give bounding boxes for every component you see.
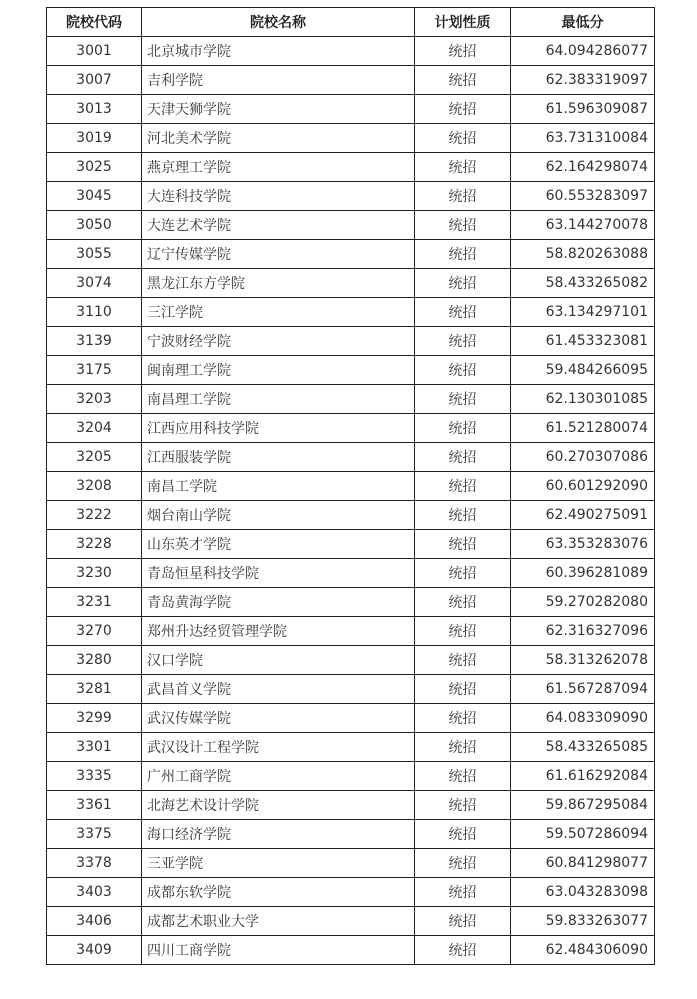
school-name-cell: 海口经济学院 bbox=[142, 820, 415, 849]
table-row bbox=[47, 95, 655, 124]
table-row bbox=[47, 588, 655, 617]
school-code-cell: 3301 bbox=[47, 733, 142, 762]
min-score-cell: 58.313262078 bbox=[511, 646, 655, 675]
table-row bbox=[47, 356, 655, 385]
min-score-cell: 60.553283097 bbox=[511, 182, 655, 211]
school-code-cell: 3050 bbox=[47, 211, 142, 240]
plan-type-cell: 统招 bbox=[415, 443, 511, 472]
plan-type-cell: 统招 bbox=[415, 849, 511, 878]
table-row bbox=[47, 762, 655, 791]
plan-type-cell: 统招 bbox=[415, 762, 511, 791]
min-score-cell: 62.316327096 bbox=[511, 617, 655, 646]
school-name-cell: 郑州升达经贸管理学院 bbox=[142, 617, 415, 646]
min-score-cell: 60.270307086 bbox=[511, 443, 655, 472]
school-name-cell: 山东英才学院 bbox=[142, 530, 415, 559]
plan-type-cell: 统招 bbox=[415, 791, 511, 820]
min-score-cell: 60.396281089 bbox=[511, 559, 655, 588]
school-name-cell: 大连科技学院 bbox=[142, 182, 415, 211]
school-name-cell: 江西服装学院 bbox=[142, 443, 415, 472]
table-row bbox=[47, 646, 655, 675]
table-row bbox=[47, 211, 655, 240]
school-code-cell: 3299 bbox=[47, 704, 142, 733]
plan-type-cell: 统招 bbox=[415, 66, 511, 95]
plan-type-cell: 统招 bbox=[415, 298, 511, 327]
min-score-cell: 61.596309087 bbox=[511, 95, 655, 124]
school-name-cell: 大连艺术学院 bbox=[142, 211, 415, 240]
school-name-cell: 武汉设计工程学院 bbox=[142, 733, 415, 762]
school-code-cell: 3335 bbox=[47, 762, 142, 791]
school-code-cell: 3139 bbox=[47, 327, 142, 356]
school-code-cell: 3222 bbox=[47, 501, 142, 530]
plan-type-cell: 统招 bbox=[415, 327, 511, 356]
plan-type-cell: 统招 bbox=[415, 733, 511, 762]
table-row bbox=[47, 733, 655, 762]
school-name-cell: 青岛黄海学院 bbox=[142, 588, 415, 617]
min-score-cell: 63.134297101 bbox=[511, 298, 655, 327]
min-score-cell: 62.383319097 bbox=[511, 66, 655, 95]
school-code-cell: 3231 bbox=[47, 588, 142, 617]
table-row bbox=[47, 704, 655, 733]
min-score-cell: 64.094286077 bbox=[511, 37, 655, 66]
plan-type-cell: 统招 bbox=[415, 153, 511, 182]
plan-type-cell: 统招 bbox=[415, 124, 511, 153]
plan-type-cell: 统招 bbox=[415, 240, 511, 269]
school-name-cell: 三江学院 bbox=[142, 298, 415, 327]
plan-type-cell: 统招 bbox=[415, 37, 511, 66]
school-name-cell: 北京城市学院 bbox=[142, 37, 415, 66]
school-name-cell: 黑龙江东方学院 bbox=[142, 269, 415, 298]
admission-scores-table-container bbox=[46, 7, 654, 965]
table-row bbox=[47, 675, 655, 704]
school-name-cell: 天津天狮学院 bbox=[142, 95, 415, 124]
school-code-cell: 3110 bbox=[47, 298, 142, 327]
table-body bbox=[47, 37, 655, 965]
school-code-cell: 3175 bbox=[47, 356, 142, 385]
table-row bbox=[47, 530, 655, 559]
school-code-cell: 3013 bbox=[47, 95, 142, 124]
plan-type-cell: 统招 bbox=[415, 356, 511, 385]
school-code-cell: 3204 bbox=[47, 414, 142, 443]
school-code-cell: 3375 bbox=[47, 820, 142, 849]
min-score-cell: 59.833263077 bbox=[511, 907, 655, 936]
school-code-cell: 3007 bbox=[47, 66, 142, 95]
plan-type-cell: 统招 bbox=[415, 182, 511, 211]
plan-type-cell: 统招 bbox=[415, 472, 511, 501]
table-row bbox=[47, 849, 655, 878]
table-row bbox=[47, 501, 655, 530]
plan-type-cell: 统招 bbox=[415, 617, 511, 646]
min-score-cell: 62.130301085 bbox=[511, 385, 655, 414]
column-header-plan-type: 计划性质 bbox=[415, 8, 511, 37]
table-row bbox=[47, 298, 655, 327]
school-name-cell: 北海艺术设计学院 bbox=[142, 791, 415, 820]
plan-type-cell: 统招 bbox=[415, 95, 511, 124]
school-name-cell: 四川工商学院 bbox=[142, 936, 415, 965]
table-row bbox=[47, 240, 655, 269]
school-code-cell: 3205 bbox=[47, 443, 142, 472]
min-score-cell: 64.083309090 bbox=[511, 704, 655, 733]
plan-type-cell: 统招 bbox=[415, 646, 511, 675]
min-score-cell: 61.453323081 bbox=[511, 327, 655, 356]
min-score-cell: 63.353283076 bbox=[511, 530, 655, 559]
table-row bbox=[47, 124, 655, 153]
table-row bbox=[47, 66, 655, 95]
min-score-cell: 61.616292084 bbox=[511, 762, 655, 791]
school-name-cell: 吉利学院 bbox=[142, 66, 415, 95]
min-score-cell: 59.867295084 bbox=[511, 791, 655, 820]
min-score-cell: 59.484266095 bbox=[511, 356, 655, 385]
column-header-school-code: 院校代码 bbox=[47, 8, 142, 37]
plan-type-cell: 统招 bbox=[415, 414, 511, 443]
plan-type-cell: 统招 bbox=[415, 559, 511, 588]
min-score-cell: 59.507286094 bbox=[511, 820, 655, 849]
table-row bbox=[47, 385, 655, 414]
table-row bbox=[47, 414, 655, 443]
school-name-cell: 成都东软学院 bbox=[142, 878, 415, 907]
school-code-cell: 3378 bbox=[47, 849, 142, 878]
table-row bbox=[47, 37, 655, 66]
plan-type-cell: 统招 bbox=[415, 936, 511, 965]
school-name-cell: 汉口学院 bbox=[142, 646, 415, 675]
min-score-cell: 59.270282080 bbox=[511, 588, 655, 617]
table-header-row bbox=[47, 8, 655, 37]
school-code-cell: 3230 bbox=[47, 559, 142, 588]
school-name-cell: 烟台南山学院 bbox=[142, 501, 415, 530]
table-row bbox=[47, 820, 655, 849]
school-name-cell: 三亚学院 bbox=[142, 849, 415, 878]
min-score-cell: 61.567287094 bbox=[511, 675, 655, 704]
min-score-cell: 62.484306090 bbox=[511, 936, 655, 965]
table-row bbox=[47, 559, 655, 588]
school-name-cell: 南昌理工学院 bbox=[142, 385, 415, 414]
school-name-cell: 燕京理工学院 bbox=[142, 153, 415, 182]
table-row bbox=[47, 936, 655, 965]
plan-type-cell: 统招 bbox=[415, 588, 511, 617]
school-name-cell: 青岛恒星科技学院 bbox=[142, 559, 415, 588]
table-row bbox=[47, 791, 655, 820]
table-row bbox=[47, 878, 655, 907]
plan-type-cell: 统招 bbox=[415, 704, 511, 733]
school-code-cell: 3019 bbox=[47, 124, 142, 153]
school-name-cell: 南昌工学院 bbox=[142, 472, 415, 501]
plan-type-cell: 统招 bbox=[415, 675, 511, 704]
table-row bbox=[47, 153, 655, 182]
plan-type-cell: 统招 bbox=[415, 211, 511, 240]
min-score-cell: 63.144270078 bbox=[511, 211, 655, 240]
school-code-cell: 3228 bbox=[47, 530, 142, 559]
min-score-cell: 63.731310084 bbox=[511, 124, 655, 153]
table-row bbox=[47, 327, 655, 356]
plan-type-cell: 统招 bbox=[415, 501, 511, 530]
school-code-cell: 3403 bbox=[47, 878, 142, 907]
school-name-cell: 广州工商学院 bbox=[142, 762, 415, 791]
school-name-cell: 江西应用科技学院 bbox=[142, 414, 415, 443]
school-code-cell: 3203 bbox=[47, 385, 142, 414]
table-row bbox=[47, 269, 655, 298]
plan-type-cell: 统招 bbox=[415, 385, 511, 414]
min-score-cell: 62.490275091 bbox=[511, 501, 655, 530]
school-code-cell: 3045 bbox=[47, 182, 142, 211]
school-name-cell: 成都艺术职业大学 bbox=[142, 907, 415, 936]
table-row bbox=[47, 907, 655, 936]
school-code-cell: 3001 bbox=[47, 37, 142, 66]
table-row bbox=[47, 472, 655, 501]
min-score-cell: 58.433265082 bbox=[511, 269, 655, 298]
plan-type-cell: 统招 bbox=[415, 907, 511, 936]
school-code-cell: 3025 bbox=[47, 153, 142, 182]
column-header-min-score: 最低分 bbox=[511, 8, 655, 37]
school-code-cell: 3270 bbox=[47, 617, 142, 646]
min-score-cell: 58.820263088 bbox=[511, 240, 655, 269]
school-code-cell: 3074 bbox=[47, 269, 142, 298]
school-code-cell: 3208 bbox=[47, 472, 142, 501]
column-header-school-name: 院校名称 bbox=[142, 8, 415, 37]
plan-type-cell: 统招 bbox=[415, 530, 511, 559]
table-row bbox=[47, 617, 655, 646]
table-row bbox=[47, 443, 655, 472]
school-code-cell: 3281 bbox=[47, 675, 142, 704]
school-code-cell: 3409 bbox=[47, 936, 142, 965]
min-score-cell: 62.164298074 bbox=[511, 153, 655, 182]
plan-type-cell: 统招 bbox=[415, 820, 511, 849]
school-name-cell: 河北美术学院 bbox=[142, 124, 415, 153]
school-name-cell: 宁波财经学院 bbox=[142, 327, 415, 356]
min-score-cell: 60.601292090 bbox=[511, 472, 655, 501]
min-score-cell: 60.841298077 bbox=[511, 849, 655, 878]
school-name-cell: 辽宁传媒学院 bbox=[142, 240, 415, 269]
min-score-cell: 58.433265085 bbox=[511, 733, 655, 762]
table-row bbox=[47, 182, 655, 211]
school-name-cell: 闽南理工学院 bbox=[142, 356, 415, 385]
min-score-cell: 63.043283098 bbox=[511, 878, 655, 907]
min-score-cell: 61.521280074 bbox=[511, 414, 655, 443]
school-name-cell: 武汉传媒学院 bbox=[142, 704, 415, 733]
plan-type-cell: 统招 bbox=[415, 269, 511, 298]
admission-scores-table bbox=[46, 7, 655, 965]
school-name-cell: 武昌首义学院 bbox=[142, 675, 415, 704]
plan-type-cell: 统招 bbox=[415, 878, 511, 907]
school-code-cell: 3280 bbox=[47, 646, 142, 675]
school-code-cell: 3361 bbox=[47, 791, 142, 820]
school-code-cell: 3055 bbox=[47, 240, 142, 269]
school-code-cell: 3406 bbox=[47, 907, 142, 936]
